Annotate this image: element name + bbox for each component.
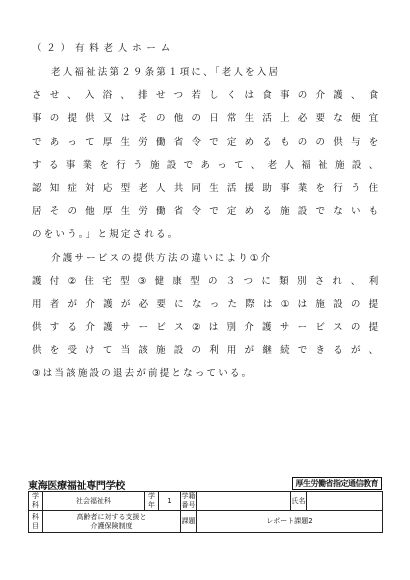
kamoku-line-2: 介護保険制度 — [90, 521, 133, 530]
value-kamoku — [43, 511, 181, 533]
label-gakka: 学科 — [29, 492, 43, 511]
accreditation-badge: 厚生労働省指定通信教育 — [292, 477, 383, 490]
value-shimei — [307, 492, 383, 511]
body-line: する事業を行う施設であって、老人福祉施設、 — [32, 159, 380, 171]
body-line: 老人福祉法第２９条第１項に、「老人を入居 — [51, 67, 281, 78]
section-heading: （２）有料老人ホーム — [32, 43, 176, 54]
body-line: 用者が介護が必要になった際は①は施設の提 — [32, 298, 380, 310]
student-info-table — [28, 491, 383, 533]
body-line: のをいう。」と規定される。 — [32, 229, 180, 241]
label-shimei: 氏名 — [291, 492, 307, 511]
body-line: させ、入浴、排せつ若しくは食事の介護、食 — [32, 90, 380, 102]
body-line: であって厚生労働省令で定めるものの供与を — [32, 136, 380, 148]
school-name: 東海医療福祉専門学校 — [28, 481, 125, 492]
kamoku-line-1: 高齢者に対する支援と — [76, 512, 147, 521]
body-line: 供する介護サービス②は別介護サービスの提 — [32, 322, 380, 334]
body-line: 居その他厚生労働省令で定める施設でないも — [32, 206, 380, 218]
body-line: ③は当該施設の退去が前提となっている。 — [32, 368, 254, 380]
label-kadai: 課題 — [181, 511, 197, 533]
value-gakuseki — [197, 492, 291, 511]
value-gakka: 社会福祉科 — [43, 492, 145, 511]
label-gakunen: 学年 — [145, 492, 159, 511]
value-kadai: レポート課題2 — [197, 511, 383, 533]
label-kamoku: 科目 — [29, 511, 43, 533]
body-line: 護付②住宅型③健康型の３つに類別され、利 — [32, 275, 380, 287]
body-line: 介護サービスの提供方法の違いにより①介 — [51, 252, 273, 264]
report-body — [32, 66, 380, 391]
label-gakuseki: 学籍番号 — [181, 492, 196, 509]
body-line: 供を受けて当該施設の利用が継続できるが、 — [32, 345, 380, 357]
body-line: 事の提供又はその他の日常生活上必要な便宜 — [32, 113, 380, 125]
value-gakunen: 1 — [159, 492, 181, 511]
body-line: 認知症対応型老人共同生活援助事業を行う住 — [32, 182, 380, 194]
